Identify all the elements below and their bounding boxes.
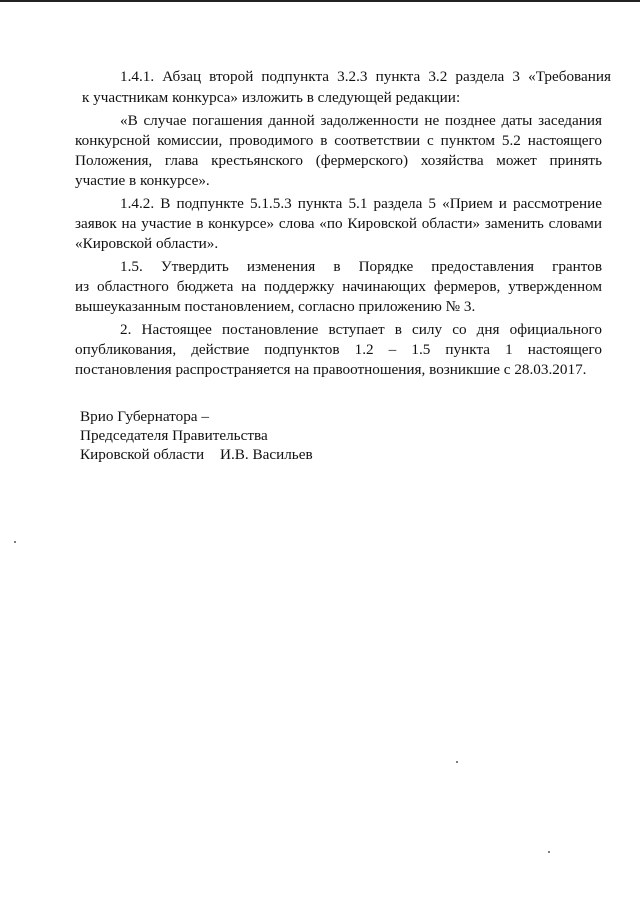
text-line: Положения, глава крестьянского (фермерского) хозяйства может принять — [75, 152, 602, 169]
text-line: «Кировской области». — [75, 235, 219, 252]
text-line: 1.4.1. Абзац второй подпункта 3.2.3 пункта 3.2 раздела 3 «Требования — [120, 68, 611, 85]
scan-speck — [548, 851, 550, 853]
text-line: конкурсной комиссии, проводимого в соответствии с пунктом 5.2 настоящего — [75, 132, 602, 149]
text-line: постановления распространяется на правоотношения, возникшие с 28.03.2017. — [75, 361, 587, 378]
signature-title-line-1: Врио Губернатора – — [80, 408, 209, 425]
scan-speck — [456, 761, 458, 763]
text-line: из областного бюджета на поддержку начинающих фермеров, утвержденном — [75, 278, 602, 295]
signature-title-line-3: Кировской области — [80, 446, 205, 463]
scan-speck — [14, 541, 16, 543]
text-line: опубликования, действие подпунктов 1.2 – 1.5 пункта 1 настоящего — [75, 341, 602, 358]
signature-title-line-2: Председателя Правительства — [80, 427, 268, 444]
text-line: вышеуказанным постановлением, согласно приложению № 3. — [75, 298, 476, 315]
scan-top-edge — [0, 0, 640, 2]
text-line: 1.4.2. В подпункте 5.1.5.3 пункта 5.1 раздела 5 «Прием и рассмотрение — [120, 195, 602, 212]
text-line: участие в конкурсе». — [75, 172, 210, 189]
text-line: к участникам конкурса» изложить в следующей редакции: — [82, 89, 461, 106]
text-line: 2. Настоящее постановление вступает в силу со дня официального — [120, 321, 602, 338]
text-line: «В случае погашения данной задолженности не позднее даты заседания — [120, 112, 602, 129]
text-line: заявок на участие в конкурсе» слова «по Кировской области» заменить словами — [75, 215, 602, 232]
text-line: 1.5. Утвердить изменения в Порядке предоставления грантов — [120, 258, 602, 275]
signatory-name: И.В. Васильев — [220, 446, 313, 463]
